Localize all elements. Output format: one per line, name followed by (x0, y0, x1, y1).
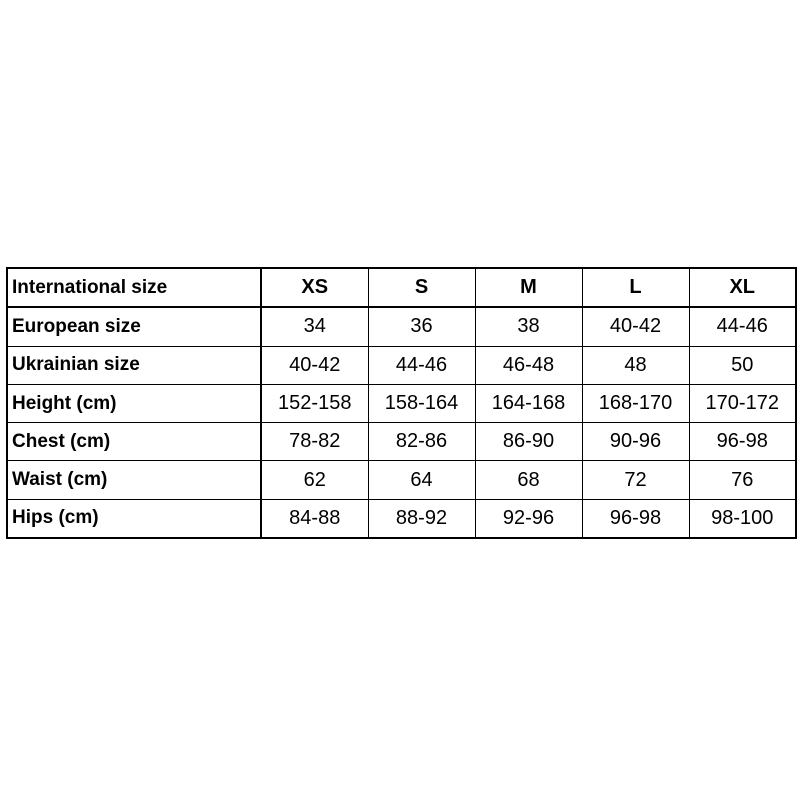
table-cell: 82-86 (368, 423, 475, 461)
table-row-waist (7, 461, 796, 499)
table-cell: 68 (475, 461, 582, 499)
table-cell: 152-158 (261, 384, 368, 422)
row-label: Hips (cm) (7, 499, 261, 538)
size-chart-table (6, 267, 797, 539)
table-cell: 168-170 (582, 384, 689, 422)
table-row-hips (7, 499, 796, 538)
table-cell: 88-92 (368, 499, 475, 538)
table-cell: 36 (368, 307, 475, 346)
table-cell: 96-98 (689, 423, 796, 461)
table-cell: 72 (582, 461, 689, 499)
table-cell: 46-48 (475, 346, 582, 384)
table-row-height (7, 384, 796, 422)
table-cell: 38 (475, 307, 582, 346)
size-header-l: L (582, 268, 689, 307)
table-cell: 62 (261, 461, 368, 499)
table-cell: 76 (689, 461, 796, 499)
size-header-xl: XL (689, 268, 796, 307)
table-row-ukrainian-size (7, 346, 796, 384)
header-label-international-size: International size (7, 268, 261, 307)
table-cell: 78-82 (261, 423, 368, 461)
table-header-row (7, 268, 796, 307)
table-cell: 96-98 (582, 499, 689, 538)
table-cell: 158-164 (368, 384, 475, 422)
row-label: Height (cm) (7, 384, 261, 422)
table-cell: 64 (368, 461, 475, 499)
table-cell: 44-46 (689, 307, 796, 346)
table-cell: 90-96 (582, 423, 689, 461)
table-cell: 98-100 (689, 499, 796, 538)
row-label: Waist (cm) (7, 461, 261, 499)
row-label: European size (7, 307, 261, 346)
table-cell: 50 (689, 346, 796, 384)
table-cell: 170-172 (689, 384, 796, 422)
table-row-european-size (7, 307, 796, 346)
table-cell: 92-96 (475, 499, 582, 538)
table-cell: 40-42 (261, 346, 368, 384)
row-label: Ukrainian size (7, 346, 261, 384)
row-label: Chest (cm) (7, 423, 261, 461)
size-header-m: M (475, 268, 582, 307)
size-header-xs: XS (261, 268, 368, 307)
table-cell: 44-46 (368, 346, 475, 384)
table-cell: 86-90 (475, 423, 582, 461)
table-cell: 164-168 (475, 384, 582, 422)
table-cell: 48 (582, 346, 689, 384)
table-row-chest (7, 423, 796, 461)
table-cell: 84-88 (261, 499, 368, 538)
size-header-s: S (368, 268, 475, 307)
table-cell: 40-42 (582, 307, 689, 346)
table-cell: 34 (261, 307, 368, 346)
